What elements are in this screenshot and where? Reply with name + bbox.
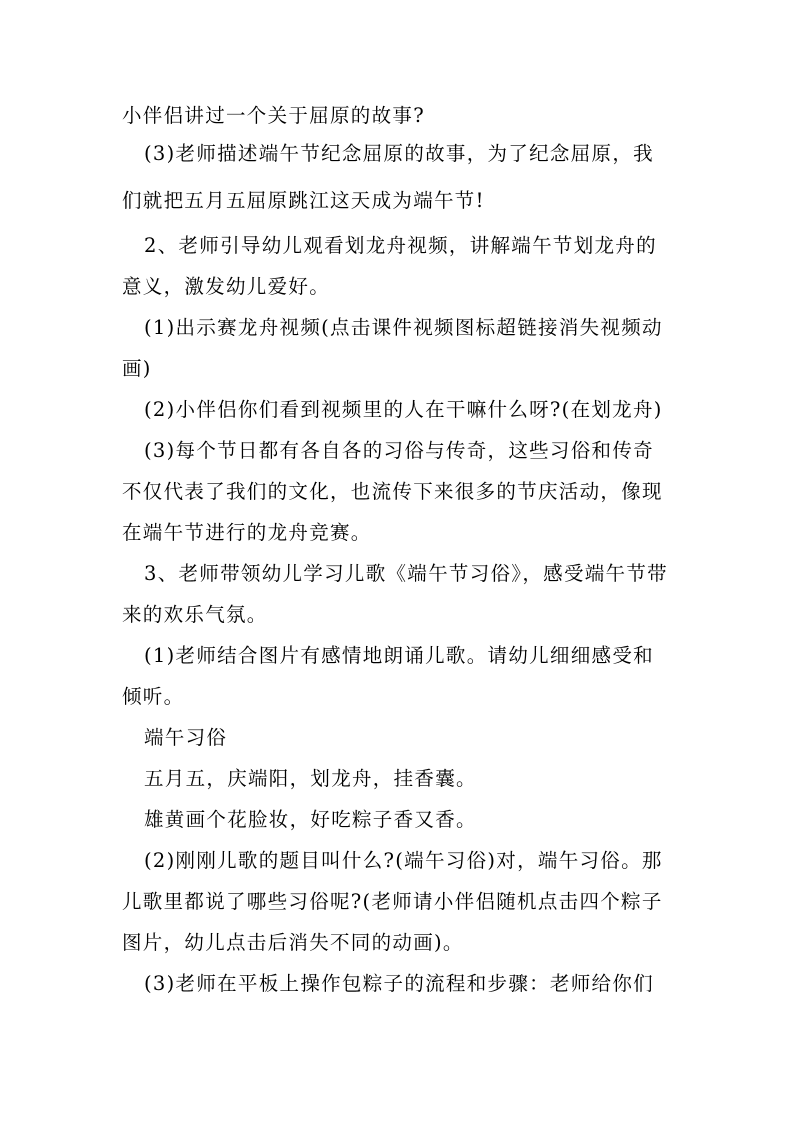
text-line-22: (3)老师在平板上操作包粽子的流程和步骤：老师给你们 — [144, 972, 654, 995]
text-line-3: 们就把五月五屈原跳江这天成为端午节! — [122, 189, 485, 212]
text-line-5: 意义，激发幼儿爱好。 — [122, 275, 331, 298]
text-line-10: 不仅代表了我们的文化，也流传下来很多的节庆活动，像现 — [122, 480, 663, 503]
text-line-4: 2、老师引导幼儿观看划龙舟视频，讲解端午节划龙舟的 — [144, 234, 657, 257]
text-line-19: (2)刚刚儿歌的题目叫什么?(端午习俗)对，端午习俗。那 — [144, 849, 663, 872]
text-line-16: 端午习俗 — [144, 726, 228, 749]
text-line-9: (3)每个节日都有各自各的习俗与传奇，这些习俗和传奇 — [144, 439, 654, 462]
text-line-21: 图片，幼儿点击后消失不同的动画)。 — [122, 931, 464, 954]
text-line-13: 来的欢乐气氛。 — [122, 603, 268, 626]
text-line-7: 画) — [122, 357, 152, 380]
text-line-18: 雄黄画个花脸妆，好吃粽子香又香。 — [144, 808, 477, 831]
text-line-17: 五月五，庆端阳，划龙舟，挂香囊。 — [144, 767, 477, 790]
text-line-14: (1)老师结合图片有感情地朗诵儿歌。请幼儿细细感受和 — [144, 644, 654, 667]
text-line-20: 儿歌里都说了哪些习俗呢?(老师请小伴侣随机点击四个粽子 — [122, 890, 663, 913]
text-line-12: 3、老师带领幼儿学习儿歌《端午节习俗》，感受端午节带 — [144, 562, 668, 585]
text-line-1: 小伴侣讲过一个关于屈原的故事? — [122, 104, 425, 127]
text-line-2: (3)老师描述端午节纪念屈原的故事，为了纪念屈原，我 — [144, 142, 654, 165]
text-line-6: (1)出示赛龙舟视频(点击课件视频图标超链接消失视频动 — [144, 316, 663, 339]
text-line-11: 在端午节进行的龙舟竞赛。 — [122, 521, 372, 544]
text-line-15: 倾听。 — [122, 685, 185, 708]
text-line-8: (2)小伴侣你们看到视频里的人在干嘛什么呀?(在划龙舟) — [144, 398, 663, 421]
